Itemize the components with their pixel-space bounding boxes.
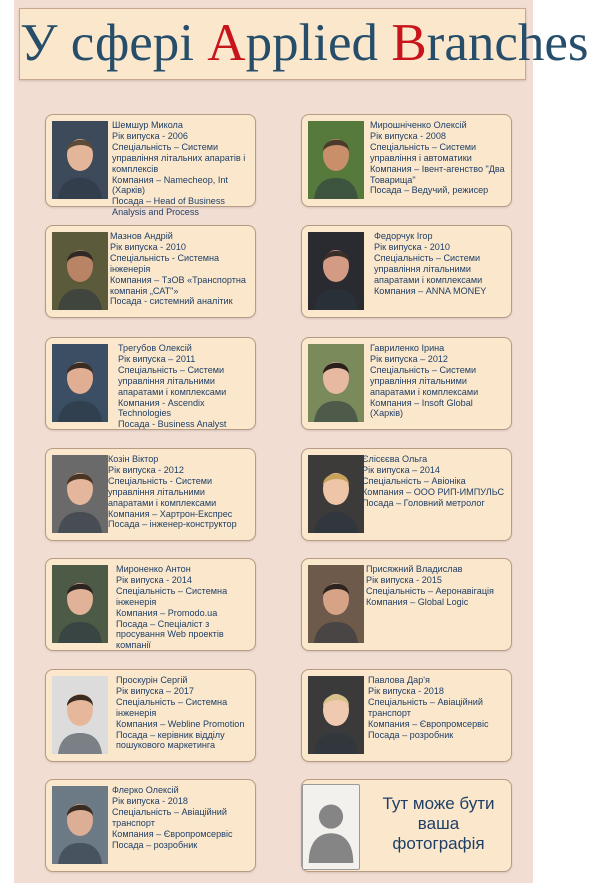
graduate-detail-line: Рік випуска - 2006 [112, 130, 188, 141]
graduate-detail-line: Компания – Webline Promotion [116, 718, 245, 729]
person-silhouette-icon [302, 784, 360, 870]
person-photo [308, 455, 364, 533]
graduate-detail-line: Рік випуска - 2018 [368, 685, 444, 696]
graduate-name: Козін Віктор [108, 454, 159, 464]
graduate-info [112, 120, 252, 218]
graduate-detail-line: Рік випуска - 2012 [108, 464, 184, 475]
graduate-detail-line: Компания – Хартрон-Експрес [108, 508, 233, 519]
graduate-info [110, 231, 252, 307]
graduate-name: Проскурін Сергій [116, 675, 188, 685]
graduate-info [362, 454, 508, 509]
graduate-detail-line: Посада – Головний метролог [362, 497, 485, 508]
graduate-detail-line: Спеціальність - Системна інженерія [110, 252, 220, 274]
graduate-info [368, 675, 508, 740]
graduate-detail-line: Компания – Європромсервіс [368, 718, 489, 729]
person-photo [52, 121, 108, 199]
poster [14, 0, 589, 883]
graduate-card [301, 337, 512, 430]
person-photo [52, 455, 108, 533]
graduate-detail-line: Рік випуска - 2008 [370, 130, 446, 141]
title-accent-letter: A [207, 14, 246, 72]
graduate-detail-line: Спеціальність – Системи управління літальними апаратами і комплексами [370, 364, 479, 397]
graduate-name: Трегубов Олексій [118, 343, 192, 353]
graduate-detail-line: Посада – Head of Business Analysis and Process [112, 196, 225, 218]
graduate-detail-line: Рік випуска - 2014 [116, 574, 192, 585]
graduate-detail-line: Посада – розробник [368, 729, 454, 740]
person-photo [52, 565, 108, 643]
graduate-card [45, 779, 256, 872]
graduate-card [301, 558, 512, 651]
placeholder-text: Тут може бути ваша фотографія [382, 794, 495, 853]
graduate-detail-line: Спеціальність – Системна інженерія [116, 696, 228, 718]
graduate-name: Єлісєєва Ольга [362, 454, 428, 464]
person-photo [52, 786, 108, 864]
graduate-name: Мирошніченко Олексій [370, 120, 467, 130]
graduate-detail-line: Спеціальність – Авіоніка [362, 475, 466, 486]
person-photo [308, 232, 364, 310]
graduate-info [116, 675, 252, 751]
title-banner [19, 8, 589, 80]
graduate-detail-line: Рік випуска – 2011 [118, 353, 196, 364]
placeholder-card [301, 779, 512, 872]
graduate-detail-line: Посада – Спеціаліст з просування Web проектів компанії [116, 618, 224, 651]
graduate-detail-line: Компания – Європромсервіс [112, 828, 233, 839]
graduate-card [301, 448, 512, 541]
graduate-name: Мироненко Антон [116, 564, 191, 574]
graduate-info [118, 343, 252, 430]
graduate-detail-line: Компания – Івент-агенство "Два Товарища" [370, 163, 505, 185]
graduate-name: Мазнов Андрій [110, 231, 173, 241]
graduate-detail-line: Спеціальність – Авіаційний транспорт [112, 806, 227, 828]
graduate-info [370, 343, 508, 419]
graduate-detail-line: Рік випуска – 2017 [116, 685, 194, 696]
graduate-detail-line: Компания – Global Logic [366, 596, 469, 607]
person-photo [308, 344, 364, 422]
graduate-detail-line: Компания – ООО РИП-ИМПУЛЬС [362, 486, 505, 497]
graduate-card [45, 225, 256, 318]
person-photo [52, 676, 108, 754]
graduate-info [366, 564, 508, 608]
graduate-name: Федорчук Ігор [374, 231, 433, 241]
graduate-name: Павлова Дар'я [368, 675, 430, 685]
graduate-card [45, 114, 256, 218]
graduate-detail-line: Компания – Namecheop, Int (Харків) [112, 174, 228, 196]
graduate-card [45, 669, 256, 762]
person-photo [52, 232, 108, 310]
person-photo [52, 344, 108, 422]
graduate-name: Гавриленко Ірина [370, 343, 445, 353]
graduate-detail-line: Посада – Ведучий, режисер [370, 185, 489, 196]
page-title: У сфері Applied Branches [20, 14, 589, 72]
graduate-info [116, 564, 252, 651]
graduate-info [112, 785, 252, 850]
graduate-detail-line: Посада – розробник [112, 839, 198, 850]
graduate-card [45, 337, 256, 430]
graduate-detail-line: Компания – Insoft Global (Харків) [370, 397, 473, 419]
graduate-detail-line: Спеціальність – Системи управління літальних апаратів і комплексів [112, 141, 246, 174]
graduate-detail-line: Компания - Ascendix Technologies [118, 397, 205, 419]
title-accent-letter: B [391, 14, 427, 72]
person-photo [308, 676, 364, 754]
graduate-detail-line: Спеціальність – Системна інженерія [116, 585, 228, 607]
graduate-card [301, 669, 512, 762]
person-photo [308, 565, 364, 643]
graduate-detail-line: Спеціальність – Системи управління літальними апаратами і комплексами [374, 252, 483, 285]
graduate-detail-line: Посада - системний аналітик [110, 296, 233, 307]
graduate-card [45, 558, 256, 651]
graduate-detail-line: Рік випуска – 2012 [370, 353, 448, 364]
graduate-detail-line: Компания – Promodo.ua [116, 607, 218, 618]
graduate-detail-line: Рік випуска - 2010 [374, 241, 450, 252]
graduate-detail-line: Посада - Business Analyst [118, 419, 227, 430]
graduate-detail-line: Рік випуска – 2014 [362, 464, 440, 475]
graduate-name: Флерко Олексій [112, 785, 179, 795]
graduate-info [108, 454, 252, 530]
graduate-info [374, 231, 508, 296]
graduate-info [370, 120, 508, 196]
graduate-detail-line: Рік випуска - 2018 [112, 795, 188, 806]
graduate-detail-line: Спеціальність - Системи управління літальними апаратами і комплексами [108, 475, 217, 508]
graduate-detail-line: Рік випуска - 2010 [110, 241, 186, 252]
graduate-name: Шемшур Микола [112, 120, 183, 130]
graduate-detail-line: Компания – ТзОВ «Транспортна компанія „САТ"» [110, 274, 246, 296]
person-photo [308, 121, 364, 199]
graduate-detail-line: Спеціальність – Системи управління літальними апаратами і комплексами [118, 364, 227, 397]
graduate-name: Присяжний Владислав [366, 564, 463, 574]
graduate-card [301, 114, 512, 207]
graduate-card [45, 448, 256, 541]
graduate-detail-line: Компания – ANNA MONEY [374, 285, 487, 296]
graduate-detail-line: Посада – керівник відділу пошукового маркетинга [116, 729, 225, 751]
graduate-card [301, 225, 512, 318]
graduate-detail-line: Спеціальність – Аеронавігація [366, 585, 494, 596]
graduate-detail-line: Посада – інженер-конструктор [108, 519, 237, 530]
graduate-detail-line: Спеціальність – Авіаційний транспорт [368, 696, 483, 718]
graduate-detail-line: Спеціальність – Системи управління і автоматики [370, 141, 477, 163]
graduate-detail-line: Рік випуска - 2015 [366, 574, 442, 585]
